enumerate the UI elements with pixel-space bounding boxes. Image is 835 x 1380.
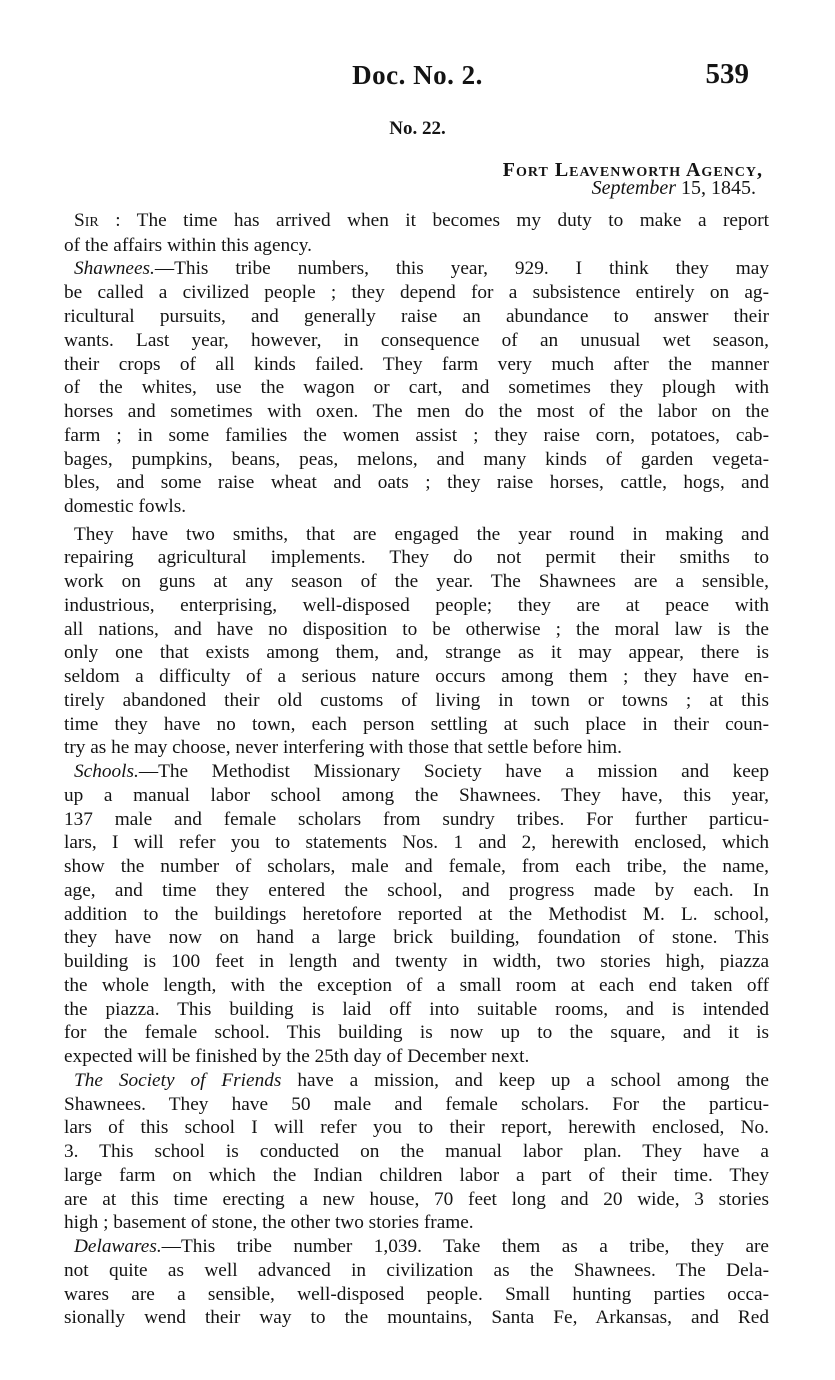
text-line (64, 1187, 769, 1212)
section-heading: The Society of Friends (74, 1070, 282, 1091)
line-text: of the affairs within this agency. (64, 235, 312, 256)
text-line (64, 854, 769, 879)
text-line (64, 712, 769, 737)
line-text: time they have no town, each person settling at such place in their coun- (64, 714, 769, 735)
text-line (64, 735, 769, 760)
text-line (64, 1305, 769, 1330)
text-line (64, 1258, 769, 1283)
line-text: 137 male and female scholars from sundry tribes. For further particu- (64, 809, 769, 830)
text-line (64, 1115, 769, 1140)
text-line (64, 1163, 769, 1188)
line-text: lars of this school I will refer you to their report, herewith enclosed, No. (64, 1117, 769, 1138)
text-line (64, 878, 769, 903)
line-text: work on guns at any season of the year. The Shawnees are a sensible, (64, 571, 769, 592)
line-text: only one that exists among them, and, strange as it may appear, there is (64, 642, 769, 663)
page-number: 539 (705, 58, 749, 90)
section-heading: Shawnees. (74, 258, 155, 279)
line-text: horses and sometimes with oxen. The men do the most of the labor on the (64, 401, 769, 422)
text-line (64, 545, 769, 570)
line-text: they have now on hand a large brick building, foundation of stone. This (64, 927, 769, 948)
line-text: They have two smiths, that are engaged the year round in making and (74, 524, 769, 545)
line-text: 3. This school is conducted on the manual labor plan. They have a (64, 1141, 769, 1162)
text-line (64, 1020, 769, 1045)
line-text: sionally wend their way to the mountains, Santa Fe, Arkansas, and Red (64, 1307, 769, 1328)
text-line (64, 470, 769, 495)
text-line (74, 759, 769, 784)
text-line (64, 423, 769, 448)
section-heading: Delawares. (74, 1236, 162, 1257)
line-text: seldom a difficulty of a serious nature occurs among them ; they have en- (64, 666, 769, 687)
date-month: September (591, 177, 676, 199)
section-heading: Schools. (74, 761, 139, 782)
text-line (64, 617, 769, 642)
text-line (74, 1068, 769, 1093)
line-text: —This tribe numbers, this year, 929. I think they may (154, 258, 769, 279)
line-text: all nations, and have no disposition to be otherwise ; the moral law is the (64, 619, 769, 640)
line-text: high ; basement of stone, the other two stories frame. (64, 1212, 474, 1233)
line-text: are at this time erecting a new house, 70 feet long and 20 wide, 3 stories (64, 1189, 769, 1210)
line-text: tirely abandoned their old customs of living in town or towns ; at this (64, 690, 769, 711)
line-text: building is 100 feet in length and twenty in width, two stories high, piazza (64, 951, 769, 972)
line-text: industrious, enterprising, well-disposed people; they are at peace with (64, 595, 769, 616)
line-text: farm ; in some families the women assist ; they raise corn, potatoes, cab- (64, 425, 769, 446)
line-text: large farm on which the Indian children labor a part of their time. They (64, 1165, 769, 1186)
text-line (64, 304, 769, 329)
text-line (64, 997, 769, 1022)
line-text: bles, and some raise wheat and oats ; they raise horses, cattle, hogs, and (64, 472, 769, 493)
text-line (64, 973, 769, 998)
text-line (64, 1210, 769, 1235)
line-text: bages, pumpkins, beans, peas, melons, and many kinds of garden vegeta- (64, 449, 769, 470)
text-line (64, 783, 769, 808)
letter-place: Fort Leavenworth Agency, (502, 159, 763, 181)
line-text: wants. Last year, however, in consequence of an unusual wet season, (64, 330, 769, 351)
text-line (64, 399, 769, 424)
line-text: —This tribe number 1,039. Take them as a tribe, they are (161, 1236, 769, 1257)
text-line (64, 640, 769, 665)
line-text: —The Methodist Missionary Society have a mission and keep (138, 761, 769, 782)
text-line (64, 569, 769, 594)
line-text: for the female school. This building is now up to the square, and it is (64, 1022, 769, 1043)
text-line (64, 1282, 769, 1307)
line-text: have a mission, and keep up a school among the (281, 1070, 769, 1091)
text-line (64, 1139, 769, 1164)
letter-date (592, 177, 756, 200)
text-line (74, 522, 769, 547)
text-line (64, 688, 769, 713)
text-line (64, 1092, 769, 1117)
date-rest: 15, 1845. (676, 177, 756, 199)
line-text: wares are a sensible, well-disposed people. Small hunting parties occa- (64, 1284, 769, 1305)
text-line (64, 902, 769, 927)
text-line (64, 949, 769, 974)
line-text: the piazza. This building is laid off into suitable rooms, and is intended (64, 999, 769, 1020)
text-line (64, 494, 769, 519)
text-line (74, 256, 769, 281)
line-text: not quite as well advanced in civilization as the Shawnees. The Dela- (64, 1260, 769, 1281)
text-line (74, 1234, 769, 1259)
text-line (64, 664, 769, 689)
line-text: repairing agricultural implements. They do not permit their smiths to (64, 547, 769, 568)
text-line (64, 1044, 769, 1069)
line-text: the whole length, with the exception of a small room at each end taken off (64, 975, 769, 996)
line-text: lars, I will refer you to statements Nos. 1 and 2, herewith enclosed, which (64, 832, 769, 853)
line-text: age, and time they entered the school, and progress made by each. In (64, 880, 769, 901)
line-text: domestic fowls. (64, 496, 187, 517)
line-text: be called a civilized people ; they depend for a subsistence entirely on ag- (64, 282, 769, 303)
line-text: expected will be finished by the 25th day of December next. (64, 1046, 530, 1067)
line-text: show the number of scholars, male and female, from each tribe, the name, (64, 856, 769, 877)
line-text: ricultural pursuits, and generally raise an abundance to answer their (64, 306, 769, 327)
text-line (64, 807, 769, 832)
line-text: addition to the buildings heretofore reported at the Methodist M. L. school, (64, 904, 769, 925)
line-text: up a manual labor school among the Shawnees. They have, this year, (64, 785, 769, 806)
line-text: try as he may choose, never interfering with those that settle before him. (64, 737, 622, 758)
line-text: Shawnees. They have 50 male and female scholars. For the particu- (64, 1094, 769, 1115)
text-line (64, 328, 769, 353)
text-line (64, 447, 769, 472)
text-line (64, 830, 769, 855)
text-line (64, 925, 769, 950)
line-text: of the whites, use the wagon or cart, and sometimes they plough with (64, 377, 769, 398)
text-line (64, 375, 769, 400)
text-line (64, 233, 769, 258)
line-text: their crops of all kinds failed. They farm very much after the manner (64, 354, 769, 375)
salutation: Sir (74, 210, 99, 231)
text-line (64, 593, 769, 618)
line-text: Sir : The time has arrived when it becomes my duty to make a report (74, 210, 769, 231)
text-line (74, 208, 769, 233)
text-line (64, 352, 769, 377)
document-header: Doc. No. 2. (352, 60, 483, 90)
text-line (64, 280, 769, 305)
letter-number: No. 22. (389, 118, 446, 139)
